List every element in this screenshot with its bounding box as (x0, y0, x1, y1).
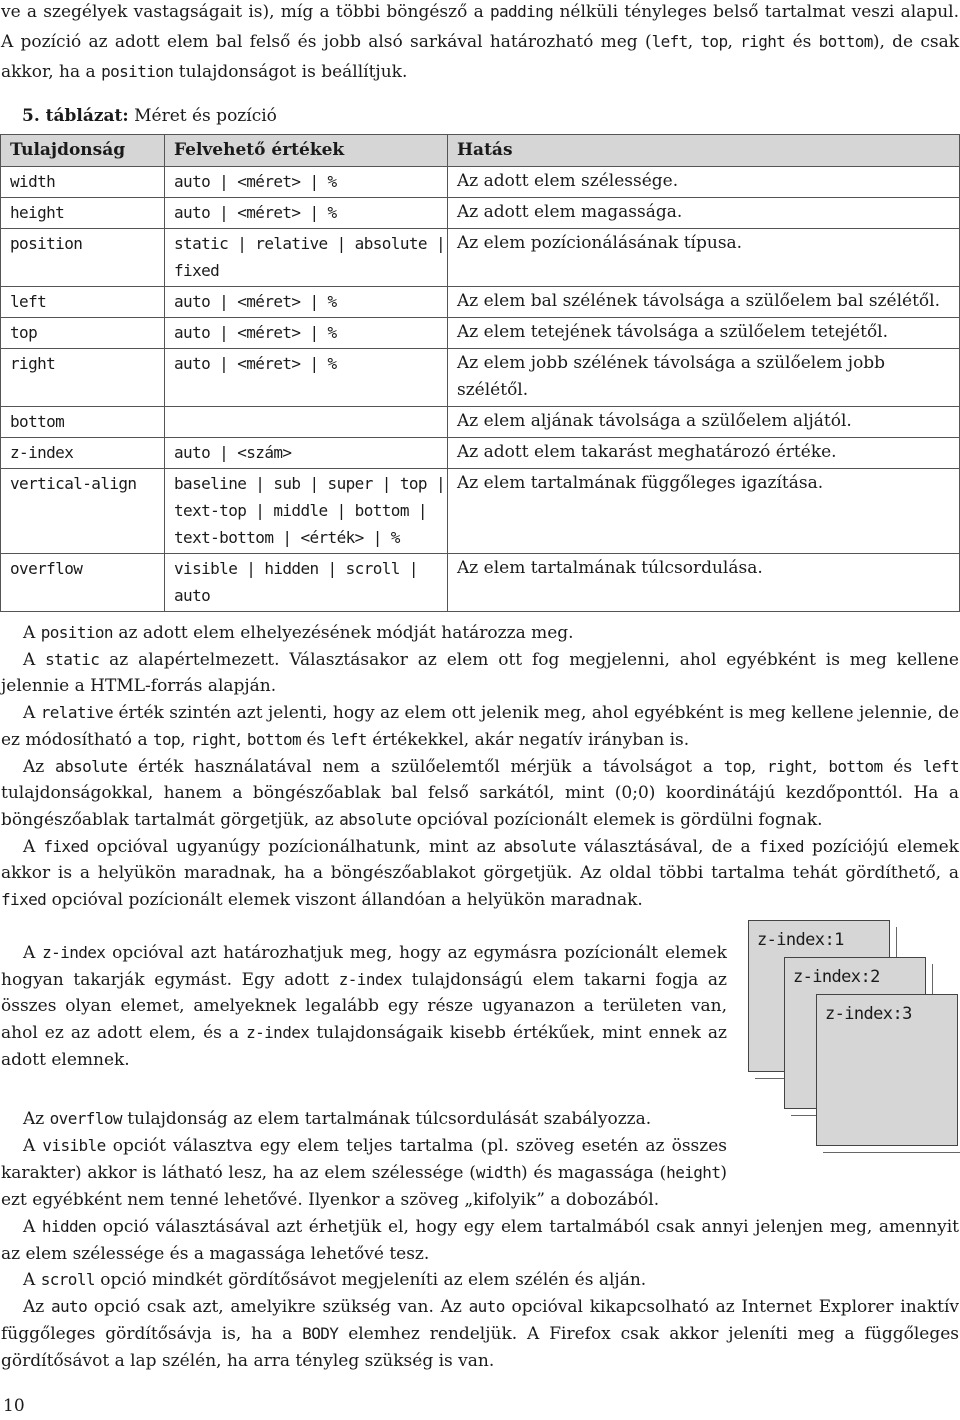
text-span: választásával, de a (575, 836, 759, 857)
property-cell: height (1, 198, 165, 229)
paragraph (1, 1267, 959, 1294)
text-span: opciót választva egy elem teljes tartalma (pl. szöveg esetén az összes karakter) akkor is látható lesz, ha az elem szélessége ( (1, 1135, 728, 1183)
text-span: pozíciójú elemek akkor is a helyükön maradnak, ha a böngészőablakot görgetjük. Az oldal többi tartalma tehát gördíthető, a (1, 836, 959, 884)
paragraph (1, 1294, 959, 1375)
text-span: tulajdonság az elem tartalmának túlcsordulását szabályozza. (121, 1109, 652, 1129)
code-span: bottom (818, 32, 873, 51)
text-span: az alapértelmezett. Választásakor az elem ott fog megjelenni, ahol egyébként is meg kellene jelennie a HTML-forrás alapján. (1, 649, 959, 697)
paragraph (1, 1214, 959, 1268)
text-span: , (687, 32, 701, 52)
text-span: A (23, 1135, 43, 1156)
text-span: A (23, 623, 41, 643)
text-span: ) és magassága ( (521, 1162, 667, 1183)
code-span: height (666, 1162, 721, 1182)
code-span: width (475, 1162, 522, 1182)
values-cell: static | relative | absolute | fixed (165, 229, 448, 287)
text-span: értékekkel, akár negatív irányban is. (366, 729, 690, 750)
code-span: z-index (338, 969, 402, 989)
intro-paragraph (1, 0, 959, 87)
code-span: relative (40, 703, 113, 723)
table-row (1, 469, 960, 554)
effect-cell: Az elem bal szélének távolsága a szülőelem bal szélétől. (448, 287, 960, 318)
caption-text: Méret és pozíció (128, 106, 277, 126)
code-span: overflow (49, 1109, 122, 1128)
effect-cell: Az elem aljának távolsága a szülőelem aljától. (448, 407, 960, 438)
text-span: opcióval pozícionált elemek viszont állandóan a helyükön maradnak. (46, 890, 643, 911)
code-span: fixed (758, 836, 804, 856)
code-span: top (700, 32, 728, 51)
text-span: A (23, 943, 43, 963)
code-span: top (723, 756, 751, 776)
text-span: A (23, 1216, 42, 1237)
text-span: ) ezt egyébként nem tenné lehetővé. Ilyenkor a szöveg „kifolyik” a dobozából. (1, 1162, 728, 1210)
text-span: A (23, 703, 41, 724)
code-span: visible (42, 1135, 106, 1155)
text-span: Az (23, 1297, 51, 1318)
code-span: top (152, 729, 181, 749)
code-span: left (922, 756, 959, 776)
text-span: tulajdonságú elem takarni fogja az összes olyan elemet, amelyeknek legalább egy része ugyanazon a területen van, ahol ez az adott elem, és a (1, 969, 727, 1044)
table-row (1, 407, 960, 438)
values-cell: auto | <méret> | % (165, 318, 448, 349)
paragraph (1, 834, 959, 914)
text-span: A (23, 1270, 41, 1291)
effect-cell: Az elem jobb szélének távolsága a szülőelem jobb szélétől. (448, 349, 960, 407)
property-cell: width (1, 167, 165, 198)
code-span: scroll (40, 1270, 95, 1290)
property-cell: overflow (1, 554, 165, 612)
position-explanation (1, 620, 959, 914)
text-span: tulajdonságaik kisebb értékűek, mint ennek az adott elemnek. (1, 1023, 728, 1070)
table-row (1, 318, 960, 349)
table-header-row (1, 135, 960, 167)
text-span: nélküli tényleges belső tartalmat veszi alapul. A pozíció az adott elem bal felső és jobb alsó sarkával határozható meg ( (1, 2, 960, 52)
code-span: right (740, 32, 786, 51)
code-span: absolute (339, 809, 412, 829)
text-span: , (236, 729, 247, 750)
text-span: érték használatával nem a szülőelemtől mérjük a távolságot a (127, 756, 724, 777)
table-row (1, 287, 960, 318)
overflow-explanation (1, 1106, 959, 1375)
code-span: left (330, 729, 367, 749)
property-cell: position (1, 229, 165, 287)
paragraph (1, 700, 959, 753)
text-span: , (727, 32, 741, 52)
code-span: absolute (55, 756, 128, 776)
z-index-explanation (1, 940, 727, 1074)
effect-cell: Az elem tartalmának túlcsordulása. (448, 554, 960, 612)
text-span: Az (23, 756, 55, 777)
text-span: opció választásával azt érhetjük el, hogy egy elem tartalmából csak annyi jelenjen meg, amennyit az elem szélessége és a magassága lehetővé tesz. (1, 1216, 959, 1264)
property-cell: vertical-align (1, 469, 165, 554)
values-cell (165, 407, 448, 438)
code-span: auto (468, 1297, 505, 1317)
values-cell: auto | <méret> | % (165, 287, 448, 318)
text-span: ve a szegélyek vastagságait is), míg a többi böngésző a (1, 2, 490, 22)
code-span: right (767, 756, 813, 776)
properties-table (0, 134, 960, 612)
effect-cell: Az adott elem magassága. (448, 198, 960, 229)
values-cell: visible | hidden | scroll | auto (165, 554, 448, 612)
text-span: , (180, 729, 191, 750)
text-span: tulajdonságokkal, hanem a böngészőablak bal felső sarkától, mint (0;0) koordinátájú kezdőponttól. Ha a böngészőablak tartalmát görgetjük, az (1, 783, 959, 830)
text-span: elemhez rendeljük. A Firefox csak akkor jeleníti meg a függőleges gördítősávot a lap szélén, ha arra tényleg szükség is van. (1, 1324, 959, 1372)
text-span: és (882, 756, 923, 777)
code-span: hidden (41, 1216, 97, 1236)
table-row (1, 554, 960, 612)
values-cell: auto | <méret> | % (165, 349, 448, 407)
table-row (1, 349, 960, 407)
code-span: z-index (246, 1023, 310, 1043)
text-span: Az (23, 1109, 50, 1129)
effect-cell: Az elem tetejének távolsága a szülőelem tetejétől. (448, 318, 960, 349)
code-span: auto (50, 1297, 88, 1317)
text-span: opcióval kikapcsolható az Internet Explorer inaktív függőleges gördítősávja is, ha a (1, 1297, 959, 1345)
paragraph (1, 620, 959, 647)
table-row (1, 229, 960, 287)
text-span: opcióval pozícionált elemek is gördülni fognak. (411, 809, 823, 830)
text-span: opcióval ugyanúgy pozícionálhatunk, mint az (88, 836, 504, 857)
effect-cell: Az adott elem takarást meghatározó értéke. (448, 438, 960, 469)
code-span: bottom (246, 729, 302, 749)
values-cell: baseline | sub | super | top | text-top | middle | bottom | text-bottom | <érték> | % (165, 469, 448, 554)
paragraph (1, 647, 959, 700)
text-span: és (785, 32, 819, 52)
text-span: , (750, 756, 767, 777)
code-span: fixed (1, 890, 47, 910)
property-cell: z-index (1, 438, 165, 469)
box-label: z-index:3 (825, 1004, 912, 1024)
table-row (1, 438, 960, 469)
code-span: static (45, 649, 100, 669)
page-number: 10 (3, 1396, 25, 1416)
header-cell: Felvehető értékek (165, 135, 448, 167)
text-span: , (812, 756, 829, 777)
text-span: A (23, 649, 46, 670)
paragraph (1, 1133, 727, 1214)
code-span: fixed (43, 836, 89, 856)
values-cell: auto | <szám> (165, 438, 448, 469)
values-cell: auto | <méret> | % (165, 167, 448, 198)
box-label: z-index:2 (793, 967, 880, 987)
text-span: érték szintén azt jelenti, hogy az elem ott jelenik meg, ahol egyébként is meg kellene jelennie, de ez módosítható a (1, 703, 959, 750)
code-span: position (101, 62, 174, 81)
text-span: A (23, 836, 44, 857)
text-span: opció mindkét gördítősávot megjeleníti az elem szélén és alján. (94, 1270, 647, 1291)
code-span: left (651, 32, 688, 51)
paragraph (1, 940, 727, 1074)
text-span: és (301, 729, 331, 750)
property-cell: left (1, 287, 165, 318)
table-caption (22, 103, 277, 130)
effect-cell: Az elem tartalmának függőleges igazítása. (448, 469, 960, 554)
code-span: bottom (828, 756, 883, 776)
text-span: opcióval azt határozhatjuk meg, hogy az egymásra pozícionált elemek hogyan takarják egymást. Egy adott (1, 943, 727, 990)
paragraph (1, 754, 959, 834)
text-span: tulajdonságot is beállítjuk. (173, 62, 408, 82)
code-span: padding (489, 2, 554, 21)
text-span: ), de csak akkor, ha a (1, 32, 960, 82)
header-cell: Hatás (448, 135, 960, 167)
text-span: opció csak azt, amelyikre szükség van. Az (87, 1297, 469, 1318)
text-span: az adott elem elhelyezésének módját határozza meg. (112, 623, 574, 643)
values-cell: auto | <méret> | % (165, 198, 448, 229)
caption-label: 5. táblázat: (22, 106, 129, 126)
code-span: BODY (302, 1324, 339, 1344)
code-span: right (190, 729, 237, 749)
code-span: z-index (42, 943, 106, 962)
effect-cell: Az adott elem szélessége. (448, 167, 960, 198)
paragraph (1, 1106, 727, 1133)
property-cell: right (1, 349, 165, 407)
code-span: absolute (503, 836, 576, 856)
table-row (1, 198, 960, 229)
property-cell: bottom (1, 407, 165, 438)
table-row (1, 167, 960, 198)
box-label: z-index:1 (757, 930, 844, 950)
header-cell: Tulajdonság (1, 135, 165, 167)
property-cell: top (1, 318, 165, 349)
code-span: position (40, 623, 113, 642)
effect-cell: Az elem pozícionálásának típusa. (448, 229, 960, 287)
